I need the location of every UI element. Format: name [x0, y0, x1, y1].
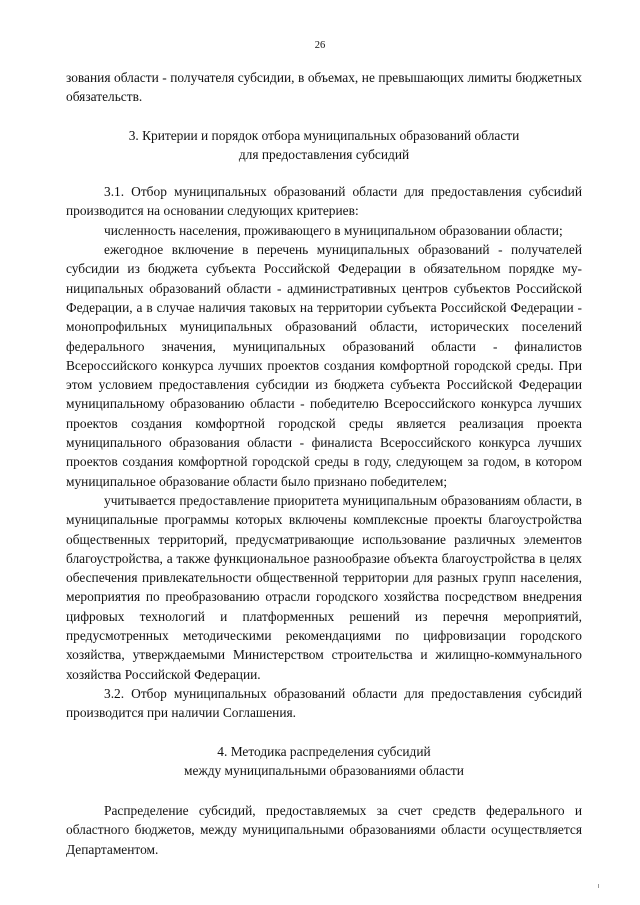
criterion-annual-inclusion: ежегодное включение в перечень муниципальных образований - получателей субсидии из бюджета субъекта Российской Федерации в обязательном порядке муниципальных образований области - административных центров субъектов Российской Федерации, а в случае наличия таковых на территории субъекта Российской Федерации - монопрофильных муниципальных образований области, исторических поселений федерального значения, муниципальных образований области - финалистов Всероссийского конкурса лучших проектов создания комфортной городской среды. При этом условием предоставления субсидии из бюджета субъекта Российской Федерации муниципальному образованию области - победителю Всероссийского конкурса лучших проектов создания комфортной городской среды является реализация проекта муниципального образования области - финалиста Всероссийского конкурса лучших проектов создания комфортной городской среды в году, следующем за годом, в котором муниципальное образование области было признано победителем; [66, 242, 582, 489]
section-3-heading-line-2: для предоставления субсидий [238, 146, 410, 162]
criterion-population: численность населения, проживающего в муниципальном образовании области; [104, 222, 563, 238]
spacer [66, 723, 582, 742]
spacer [66, 107, 582, 126]
spacer [66, 164, 582, 182]
paragraph-3-1: 3.1. Отбор муниципальных образований области для предоставления субсиdий производится на основании следующих критериев: [66, 184, 582, 219]
section-4-heading [66, 742, 582, 781]
scan-edge-mark [598, 884, 599, 888]
page-number: 26 [314, 40, 326, 51]
page-body [66, 68, 582, 859]
paragraph-4: Распределение субсидий, предоставляемых за счет средств федерального и областного бюджетов, между муниципальными образованиями области осуществляется Департаментом. [66, 803, 582, 857]
spacer [66, 780, 582, 801]
paragraph-continuation: зования области - получателя субсидии, в объемах, не превышающих лимиты бюджетных обязательств. [66, 70, 582, 105]
section-3-heading [66, 126, 582, 165]
criterion-priority: учитывается предоставление приоритета муниципальным образованиям области, в муниципальные программы которых включены комплексные проекты благоустройства общественных территорий, предусматривающие использование различных элементов благоустройства, а также функциональное разнообразие объекта благоустройства в целях обеспечения привлекательности общественной территории для разных групп населения, мероприятия по преобразованию отрасли городского хозяйства посредством внедрения цифровых технологий и платформенных решений из перечня мероприятий, предусмотренных методическими рекомендациями по цифровизации городского хозяйства, утверждаемыми Министерством строительства и жилищно-коммунального хозяйства Российской Федерации. [66, 492, 582, 682]
paragraph-3-2: 3.2. Отбор муниципальных образований области для предоставления субсидий производится при наличии Соглашения. [66, 685, 582, 721]
section-4-heading-line-2: между муниципальными образованиями области [184, 762, 464, 778]
section-4-heading-line-1: 4. Методика распределения субсидий [217, 743, 431, 759]
section-3-heading-line-1: 3. Критерии и порядок отбора муниципальных образований области [128, 127, 520, 143]
